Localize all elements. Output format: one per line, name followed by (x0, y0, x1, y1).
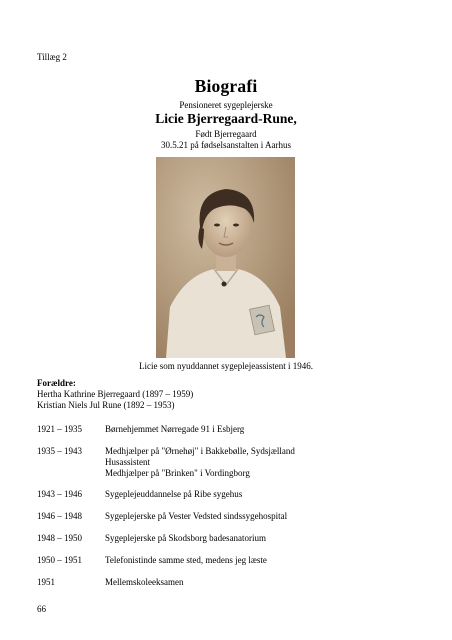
parents-heading: Forældre: (37, 378, 76, 388)
timeline-years: 1950 – 1951 (37, 555, 82, 565)
timeline-entry (37, 533, 266, 544)
photo-caption: Licie som nyuddannet sygeplejeassistent i 1946. (139, 361, 313, 371)
timeline-years: 1948 – 1950 (37, 533, 82, 543)
page-number: 66 (37, 604, 46, 614)
timeline-text: Børnehjemmet Nørregade 91 i Esbjerg (105, 424, 245, 434)
parents-section (37, 378, 193, 411)
timeline-years: 1943 – 1946 (37, 489, 82, 499)
timeline-entry (37, 577, 183, 588)
portrait-photo (156, 157, 295, 358)
birth-info: 30.5.21 på fødselsanstalten i Aarhus (161, 140, 291, 150)
portrait-illustration (156, 157, 295, 358)
page-title: Biografi (194, 76, 258, 96)
timeline-text: Telefonistinde samme sted, medens jeg læste (105, 555, 267, 565)
timeline-entry (37, 424, 244, 435)
timeline-years: 1935 – 1943 (37, 446, 82, 456)
timeline-text: Sygeplejerske på Skodsborg badesanatorium (105, 533, 267, 543)
timeline-years: 1946 – 1948 (37, 511, 82, 521)
timeline-text: Medhjælper på "Brinken" i Vordingborg (105, 468, 250, 478)
parent-mother: Hertha Kathrine Bjerregaard (1897 – 1959) (37, 389, 194, 399)
appendix-label: Tillæg 2 (37, 52, 67, 62)
born-name: Født Bjerregaard (195, 129, 257, 139)
timeline-years: 1951 (37, 577, 55, 587)
timeline-text: Medhjælper på "Ørnehøj" i Bakkebølle, Sydsjælland (105, 446, 295, 456)
timeline-years: 1921 – 1935 (37, 424, 82, 434)
parent-father: Kristian Niels Jul Rune (1892 – 1953) (37, 400, 175, 410)
timeline-entry (37, 555, 267, 566)
timeline-entry (37, 489, 242, 500)
person-name: Licie Bjerregaard-Rune, (155, 111, 297, 126)
timeline-entry (37, 446, 295, 479)
timeline-text: Husassistent (105, 457, 150, 467)
timeline-text: Mellemskoleeksamen (105, 577, 184, 587)
timeline-entry (37, 511, 287, 522)
timeline-text: Sygeplejeuddannelse på Ribe sygehus (105, 489, 243, 499)
timeline-text: Sygeplejerske på Vester Vedsted sindssygehospital (105, 511, 288, 521)
subtitle: Pensioneret sygeplejerske (179, 100, 273, 110)
